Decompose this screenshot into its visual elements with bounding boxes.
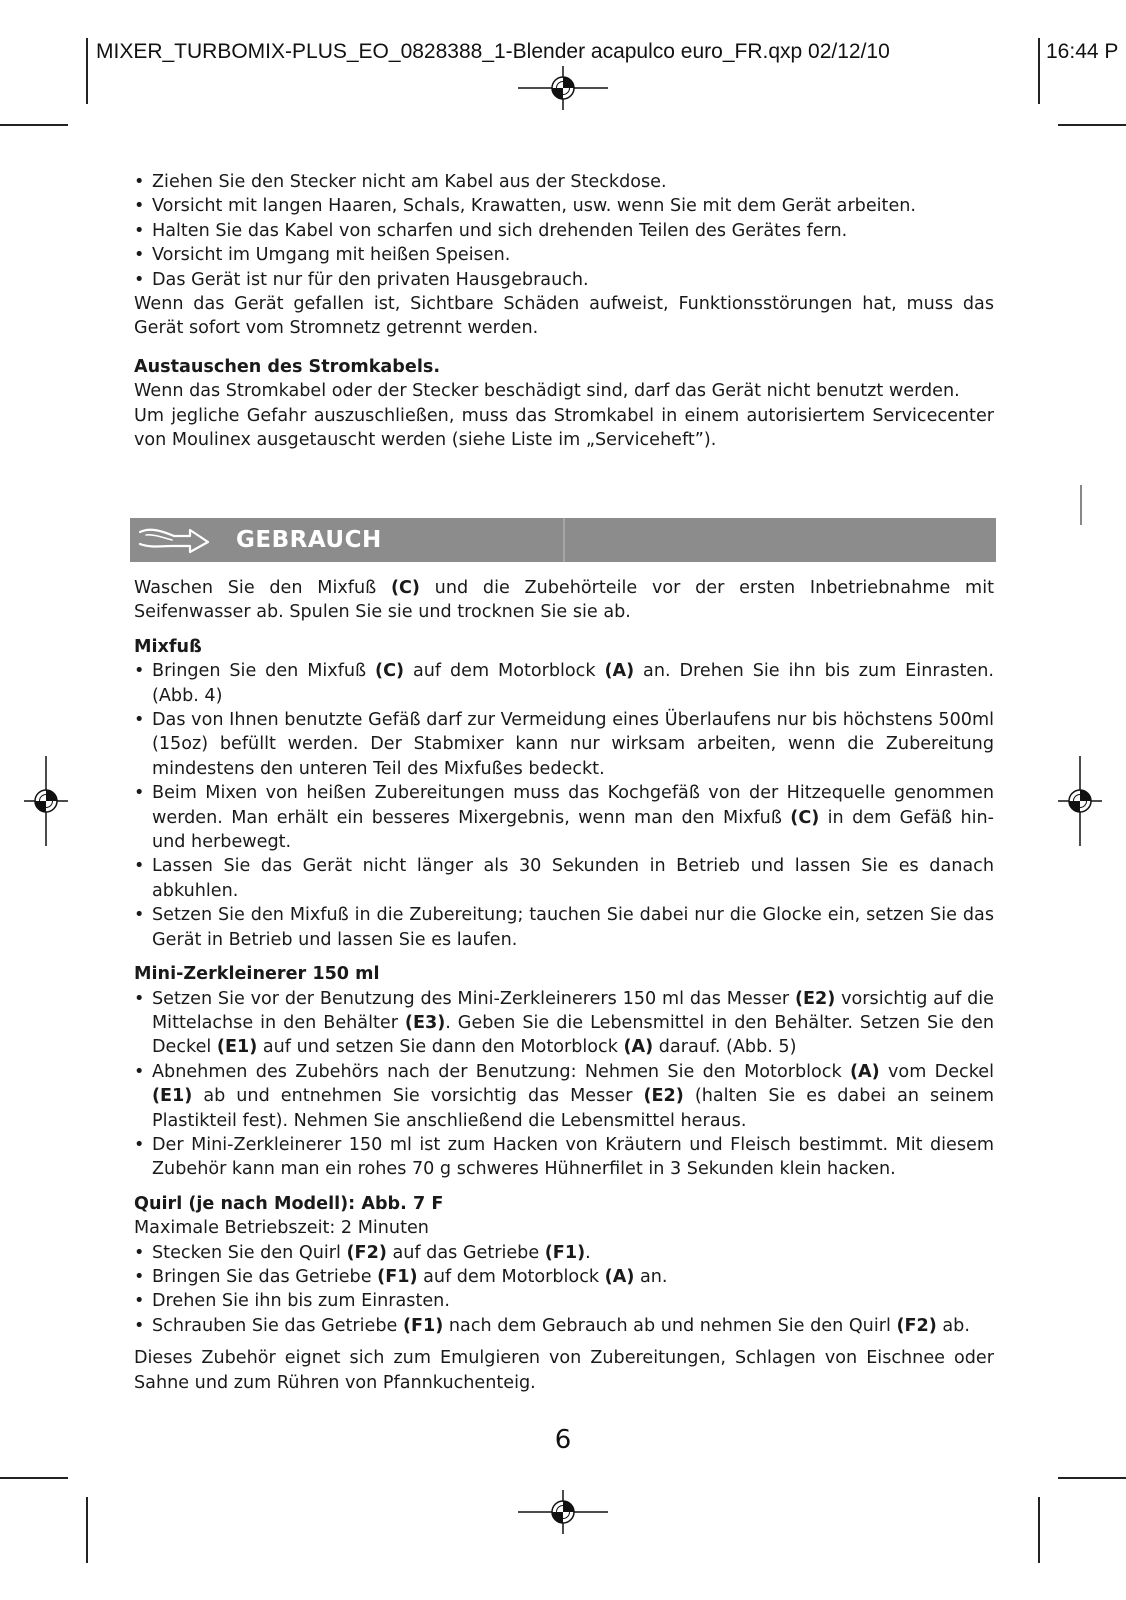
arrow-hand-icon	[136, 522, 214, 558]
list-item: • Abnehmen des Zubehörs nach der Benutzung: Nehmen Sie den Motorblock (A) vom Deckel (E1) ab und entnehmen Sie vorsichtig das Messer (E2) (halten Sie es dabei an seinem Plastikteil fest). Nehmen Sie anschließend die Lebensmittel heraus.	[134, 1060, 994, 1133]
quirl-outro: Dieses Zubehör eignet sich zum Emulgieren von Zubereitungen, Schlagen von Eischnee oder Sahne und zum Rühren von Pfannkuchenteig.	[134, 1348, 994, 1393]
margin-mark-right	[1080, 485, 1082, 525]
list-item: • Setzen Sie den Mixfuß in die Zubereitung; tauchen Sie dabei nur die Glocke ein, setzen Sie das Gerät in Betrieb und lassen Sie es laufen.	[134, 903, 994, 952]
page-number: 6	[554, 1425, 572, 1455]
list-item: • Ziehen Sie den Stecker nicht am Kabel aus der Steckdose.	[134, 170, 994, 194]
registration-mark-icon	[518, 1490, 608, 1534]
crop-mark-bottom-left-horizontal	[0, 1477, 68, 1479]
registration-mark-icon	[1058, 756, 1102, 846]
damage-paragraph: Wenn das Gerät gefallen ist, Sichtbare Schäden aufweist, Funktionsstörungen hat, muss das Gerät sofort vom Stromnetz getrennt werden.	[134, 294, 994, 339]
wash-paragraph: Waschen Sie den Mixfuß (C) und die Zubehörteile vor der ersten Inbetriebnahme mit Seifenwasser ab. Spulen Sie sie und trocknen Sie sie ab.	[134, 578, 994, 623]
list-item: • Bringen Sie das Getriebe (F1) auf dem Motorblock (A) an.	[134, 1265, 994, 1289]
crop-mark-top-right-horizontal	[1058, 124, 1126, 126]
list-item: • Vorsicht im Umgang mit heißen Speisen.	[134, 243, 994, 267]
cable-heading: Austauschen des Stromkabels.	[134, 356, 441, 377]
mini-heading: Mini-Zerkleinerer 150 ml	[134, 964, 380, 985]
section-title: GEBRAUCH	[236, 527, 382, 553]
list-item: • Drehen Sie ihn bis zum Einrasten.	[134, 1289, 994, 1313]
crop-mark-bottom-right-vertical	[1038, 1497, 1040, 1563]
banner-divider	[563, 518, 565, 562]
list-item: • Das von Ihnen benutzte Gefäß darf zur Vermeidung eines Überlaufens nur bis höchstens 500ml (15oz) befüllt werden. Der Stabmixer kann nur wirksam arbeiten, wenn die Zubereitung mindestens den unteren Teil des Mixfußes bedeckt.	[134, 708, 994, 781]
crop-mark-top-left-vertical	[86, 38, 88, 104]
list-item: • Der Mini-Zerkleinerer 150 ml ist zum Hacken von Kräutern und Fleisch bestimmt. Mit diesem Zubehör kann man ein rohes 70 g schweres Hühnerfilet in 3 Sekunden klein hacken.	[134, 1133, 994, 1182]
crop-mark-bottom-left-vertical	[86, 1497, 88, 1563]
cable-paragraph-2: Um jegliche Gefahr auszuschließen, muss das Stromkabel in einem autorisiertem Servicecenter von Moulinex ausgetauscht werden (siehe Liste im „Serviceheft”).	[134, 405, 994, 451]
safety-instructions	[134, 170, 994, 452]
quirl-heading: Quirl (je nach Modell): Abb. 7 F	[134, 1193, 444, 1214]
list-item: • Beim Mixen von heißen Zubereitungen muss das Kochgefäß von der Hitzequelle genommen werden. Man erhält ein besseres Mixergebnis, wenn man den Mixfuß (C) in dem Gefäß hin- und herbewegt.	[134, 781, 994, 854]
list-item: • Schrauben Sie das Getriebe (F1) nach dem Gebrauch ab und nehmen Sie den Quirl (F2) ab.	[134, 1314, 994, 1338]
usage-instructions	[134, 576, 994, 1395]
crop-mark-top-right-vertical	[1038, 38, 1040, 104]
list-item: • Vorsicht mit langen Haaren, Schals, Krawatten, usw. wenn Sie mit dem Gerät arbeiten.	[134, 194, 994, 218]
crop-mark-bottom-right-horizontal	[1058, 1477, 1126, 1479]
list-item: • Setzen Sie vor der Benutzung des Mini-Zerkleinerers 150 ml das Messer (E2) vorsichtig auf die Mittelachse in den Behälter (E3). Geben Sie die Lebensmittel in den Behälter. Setzen Sie den Deckel (E1) auf und setzen Sie dann den Motorblock (A) darauf. (Abb. 5)	[134, 987, 994, 1060]
list-item: • Halten Sie das Kabel von scharfen und sich drehenden Teilen des Gerätes fern.	[134, 219, 994, 243]
mixfuss-heading: Mixfuß	[134, 636, 202, 657]
file-info-header: MIXER_TURBOMIX-PLUS_EO_0828388_1-Blender acapulco euro_FR.qxp 02/12/10	[96, 40, 890, 63]
cable-paragraph-1: Wenn das Stromkabel oder der Stecker beschädigt sind, darf das Gerät nicht benutzt werden.	[134, 381, 960, 402]
crop-mark-top-left-horizontal	[0, 124, 68, 126]
list-item: • Bringen Sie den Mixfuß (C) auf dem Motorblock (A) an. Drehen Sie ihn bis zum Einrasten. (Abb. 4)	[134, 659, 994, 708]
registration-mark-icon	[24, 756, 68, 846]
time-header: 16:44 P	[1046, 40, 1119, 63]
list-item: • Lassen Sie das Gerät nicht länger als 30 Sekunden in Betrieb und lassen Sie es danach abkuhlen.	[134, 854, 994, 903]
list-item: • Stecken Sie den Quirl (F2) auf das Getriebe (F1).	[134, 1241, 994, 1265]
max-runtime: Maximale Betriebszeit: 2 Minuten	[134, 1218, 429, 1239]
registration-mark-icon	[518, 66, 608, 110]
list-item: • Das Gerät ist nur für den privaten Hausgebrauch.	[134, 268, 994, 292]
